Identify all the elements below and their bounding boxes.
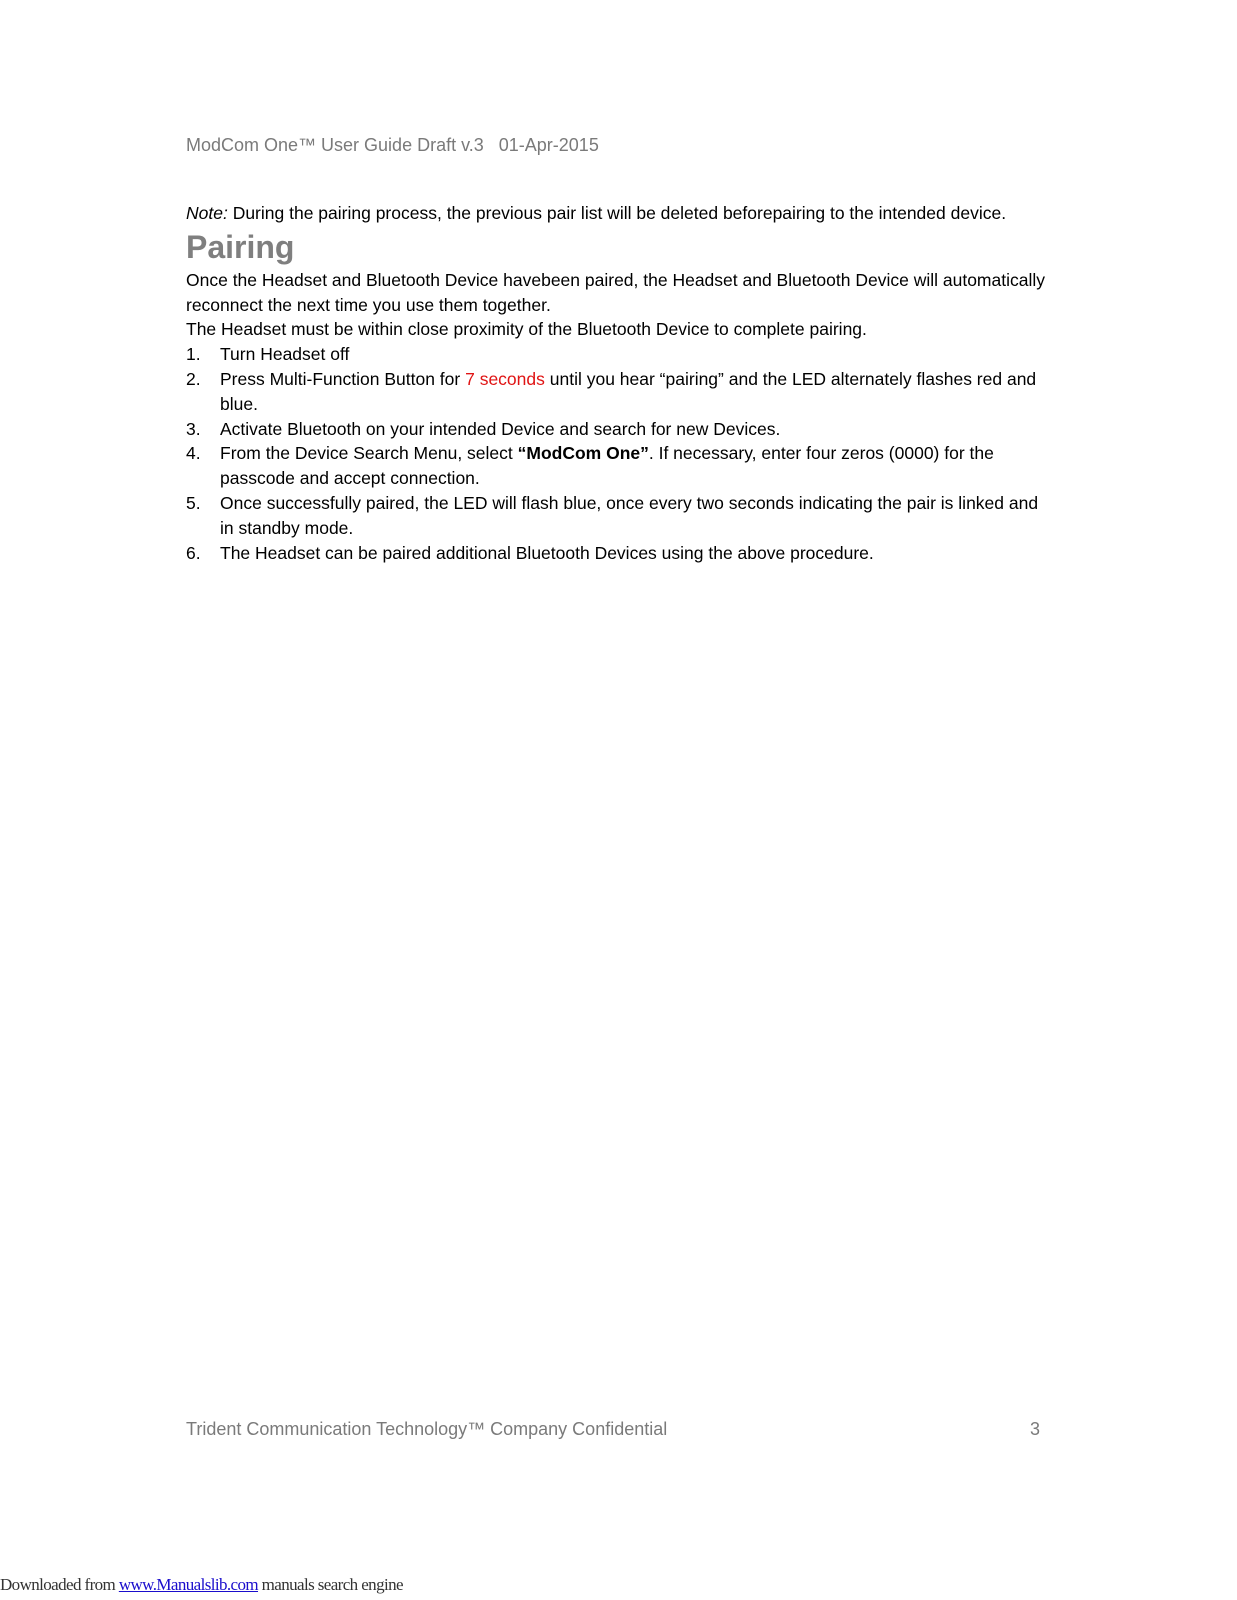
step-text-before: Press Multi-Function Button for	[220, 368, 466, 389]
step-text-after: . If necessary, enter four zeros (0000) for the passcode and accept connection.	[220, 443, 994, 489]
step-number: 3.	[186, 418, 201, 439]
page-footer	[186, 1419, 1040, 1440]
step-number: 2.	[186, 368, 201, 389]
list-item	[186, 367, 1056, 417]
step-text: Activate Bluetooth on your intended Device and search for new Devices.	[220, 418, 781, 439]
step-text: The Headset can be paired additional Bluetooth Devices using the above procedure.	[220, 542, 874, 563]
highlighted-duration: 7 seconds	[465, 368, 545, 389]
step-number: 4.	[186, 443, 201, 464]
device-name: “ModCom One”	[517, 443, 649, 464]
footer-company: Trident Communication Technology™ Company Confidential	[186, 1419, 668, 1439]
list-item	[186, 541, 1056, 566]
step-text: Turn Headset off	[220, 344, 350, 365]
download-notice	[0, 1575, 403, 1595]
step-text: Once successfully paired, the LED will flash blue, once every two seconds indicating the pair is linked and in standby mode.	[220, 492, 1039, 538]
note-label: Note:	[186, 203, 228, 223]
page-header: ModCom One™ User Guide Draft v.3 01-Apr-2015	[186, 135, 599, 155]
download-prefix: Downloaded from	[0, 1575, 119, 1594]
download-suffix: manuals search engine	[258, 1575, 403, 1594]
intro-paragraph: Once the Headset and Bluetooth Device havebeen paired, the Headset and Bluetooth Device will automatically reconnect the next time you use them together.	[186, 269, 1046, 315]
step-text-after: until you hear “pairing” and the LED alternately flashes red and blue.	[220, 368, 1037, 414]
section-heading: Pairing	[186, 228, 295, 265]
document-body	[186, 201, 1056, 565]
list-item	[186, 441, 1056, 491]
step-number: 6.	[186, 542, 201, 563]
proximity-paragraph: The Headset must be within close proximity of the Bluetooth Device to complete pairing.	[186, 319, 867, 340]
step-number: 5.	[186, 492, 201, 513]
manualslib-link[interactable]: www.Manualslib.com	[118, 1575, 259, 1594]
pairing-steps-list	[186, 342, 1056, 565]
step-text-before: From the Device Search Menu, select	[220, 443, 518, 464]
note-text: During the pairing process, the previous pair list will be deleted beforepairing to the intended device.	[227, 203, 1007, 223]
list-item	[186, 342, 1056, 367]
list-item	[186, 491, 1056, 541]
list-item	[186, 417, 1056, 442]
page-number: 3	[1029, 1419, 1040, 1439]
step-number: 1.	[186, 344, 201, 365]
note-paragraph	[186, 201, 1056, 226]
